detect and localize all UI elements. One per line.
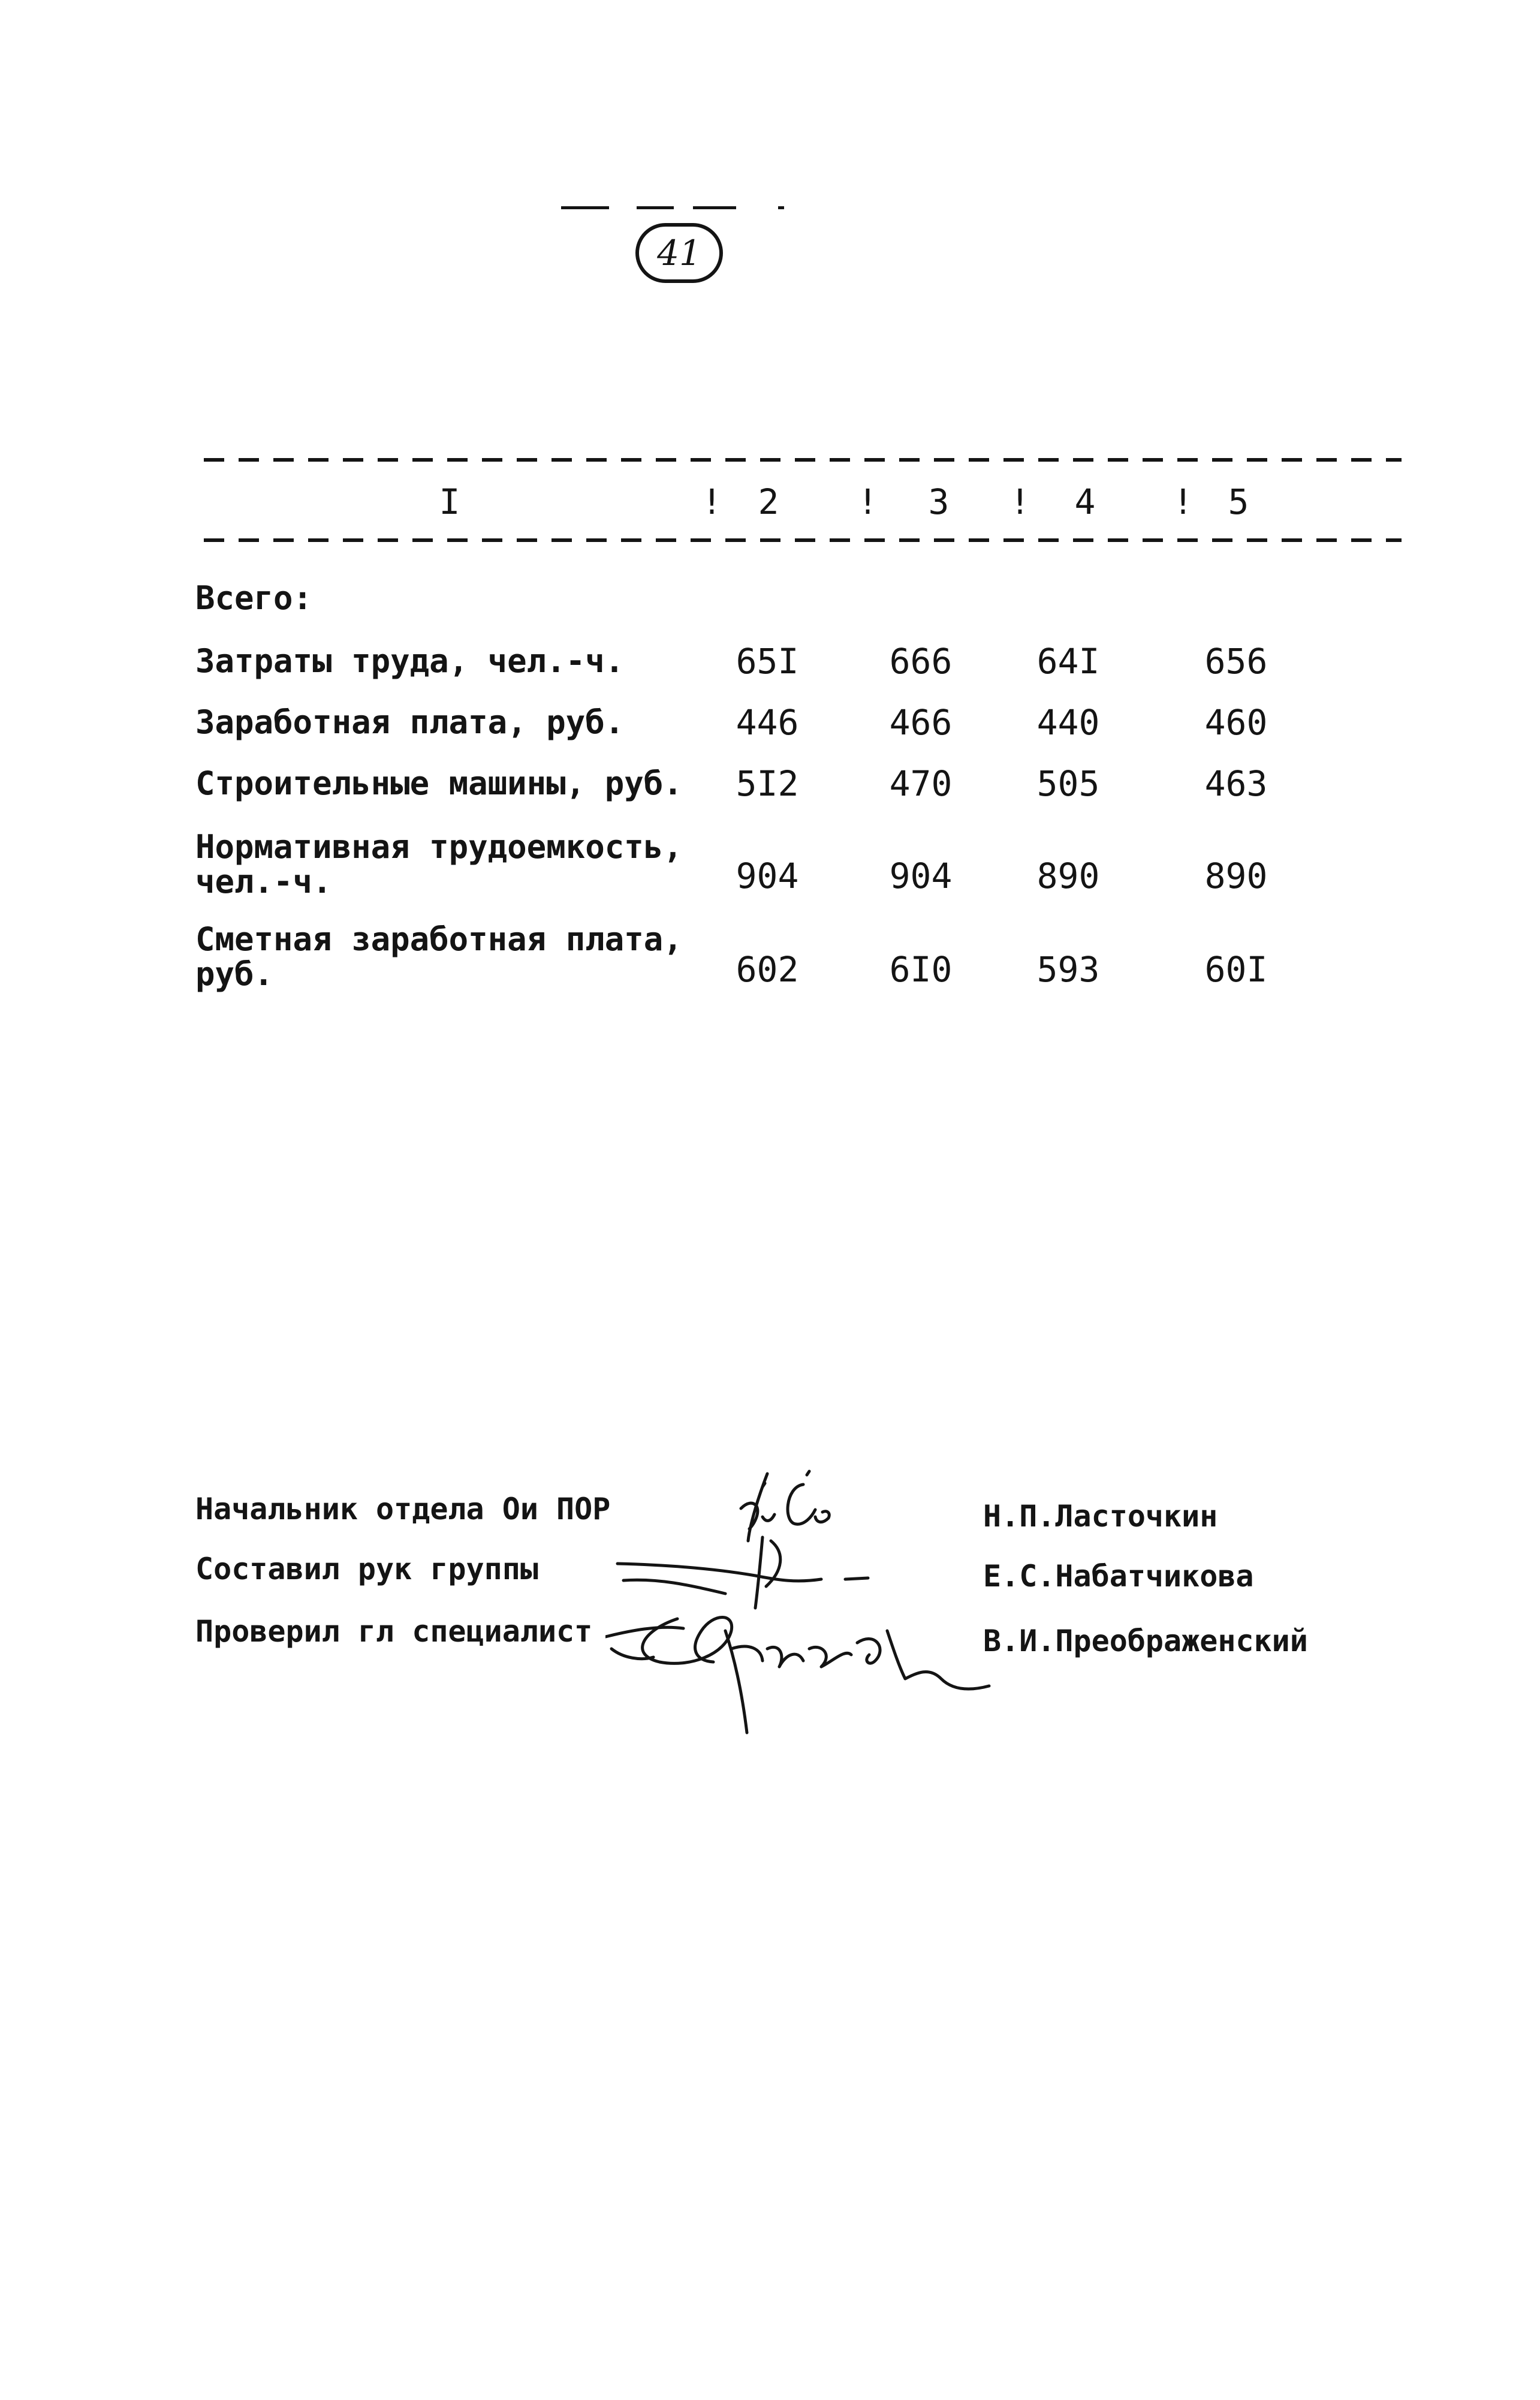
row-label <box>195 705 624 740</box>
row-value: 656 <box>1204 641 1268 682</box>
signatory-title: Проверил гл специалист <box>195 1614 593 1649</box>
row-value: 65I <box>736 641 799 682</box>
header-col-2: 2 <box>758 481 779 522</box>
row-value: 470 <box>889 763 953 804</box>
row-value: 904 <box>889 856 953 896</box>
row-label <box>195 922 683 992</box>
row-label <box>195 644 624 679</box>
header-col-1: I <box>439 481 460 522</box>
header-separator-1: ! <box>701 481 722 522</box>
row-label-line: Заработная плата, руб. <box>195 703 625 741</box>
row-label-line: Строительные машины, руб. <box>195 764 683 802</box>
row-value: 602 <box>736 949 799 990</box>
row-label-line: чел.-ч. <box>195 863 332 901</box>
header-separator-4: ! <box>1173 481 1194 522</box>
row-value: 463 <box>1204 763 1268 804</box>
row-value: 466 <box>889 702 953 743</box>
page-number <box>635 223 723 283</box>
header-col-5: 5 <box>1228 481 1249 522</box>
header-rule-bottom <box>204 538 1402 542</box>
row-value: 890 <box>1036 856 1100 896</box>
signatory-title: Начальник отдела Ои ПОР <box>195 1492 611 1526</box>
page-number-dashes <box>561 206 784 210</box>
row-value: 440 <box>1036 702 1100 743</box>
row-label-line: руб. <box>195 955 274 993</box>
signatory-title: Составил рук группы <box>195 1552 538 1586</box>
row-value: 446 <box>736 702 799 743</box>
row-label <box>195 766 683 801</box>
row-label-line: Сметная заработная плата, <box>195 920 683 958</box>
header-separator-3: ! <box>1009 481 1030 522</box>
row-value: 666 <box>889 641 953 682</box>
header-col-3: 3 <box>928 481 950 522</box>
section-title: Всего: <box>195 579 313 617</box>
row-value: 5I2 <box>736 763 799 804</box>
signatory-name: В.И.Преображенский <box>983 1624 1308 1658</box>
handwritten-signatures <box>605 1451 1013 1775</box>
header-rule-top <box>204 458 1402 462</box>
header-col-4: 4 <box>1074 481 1096 522</box>
row-value: 904 <box>736 856 799 896</box>
row-value: 6I0 <box>889 949 953 990</box>
row-label-line: Затраты труда, чел.-ч. <box>195 642 625 680</box>
row-value: 505 <box>1036 763 1100 804</box>
row-value: 60I <box>1204 949 1268 990</box>
page-number-text: 41 <box>657 233 701 273</box>
row-value: 64I <box>1036 641 1100 682</box>
row-value: 890 <box>1204 856 1268 896</box>
signatory-name: Е.С.Набатчикова <box>983 1559 1254 1594</box>
row-value: 460 <box>1204 702 1268 743</box>
row-value: 593 <box>1036 949 1100 990</box>
row-label-line: Нормативная трудоемкость, <box>195 828 683 866</box>
header-separator-2: ! <box>857 481 878 522</box>
row-label <box>195 830 683 899</box>
signatory-name: Н.П.Ласточкин <box>983 1499 1218 1534</box>
